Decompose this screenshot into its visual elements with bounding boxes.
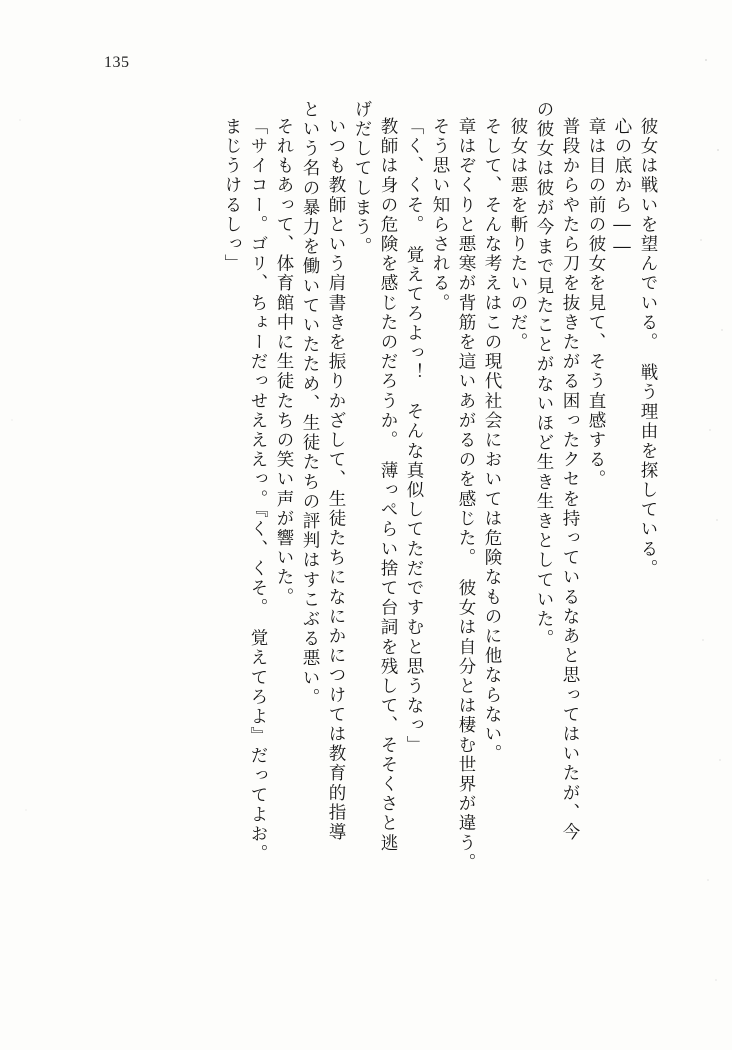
text-column: 心の底から――: [612, 117, 632, 260]
text-column: そう思い知らされる。: [430, 117, 450, 313]
text-column: 彼女は戦いを望んでいる。 戦う理由を探している。: [638, 117, 658, 579]
text-column: それもあって、体育館中に生徒たちの笑い声が響いた。: [274, 117, 294, 607]
text-column: の彼女は彼が今まで見たことがないほど生き生きとしていた。: [534, 100, 554, 649]
text-column: 章は目の前の彼女を見て、そう直感する。: [586, 117, 606, 490]
text-column: げだしてしまう。: [352, 100, 372, 257]
text-column: 「く、くそ。 覚えてろよっ！ そんな真似してただですむと思うなっ」: [404, 117, 424, 756]
text-column: 教師は身の危険を感じたのだろうか。 薄っぺらい捨て台詞を残して、そそくさと逃: [378, 117, 398, 854]
text-column: 「サイコー。ゴリ、ちょーだっせえええっ。『く、くそ。 覚えてろよ』だってよお。: [248, 117, 268, 864]
text-column: まじうけるしっ」: [222, 117, 242, 274]
paper-edge-right: [692, 0, 732, 1050]
text-column: 普段からやたら刀を抜きたがる困ったクセを持っているなあと思ってはいたが、今: [560, 117, 580, 843]
text-column: 彼女は悪を斬りたいのだ。: [508, 117, 528, 353]
paper-edge-left: [0, 0, 40, 1050]
text-column: いつも教師という肩書きを振りかざして、生徒たちになにかにつけては教育的指導: [326, 117, 346, 843]
page-number: 135: [104, 54, 130, 71]
text-column: 章はぞくりと悪寒が背筋を這いあがるのを感じた。 彼女は自分とは棲む世界が違う。: [456, 117, 476, 873]
text-column: という名の暴力を働いていたため、生徒たちの評判はすこぶる悪い。: [300, 100, 320, 708]
text-column: そして、そんな考えはこの現代社会においては危険なものに他ならない。: [482, 117, 502, 764]
vertical-text-block: [70, 100, 656, 930]
